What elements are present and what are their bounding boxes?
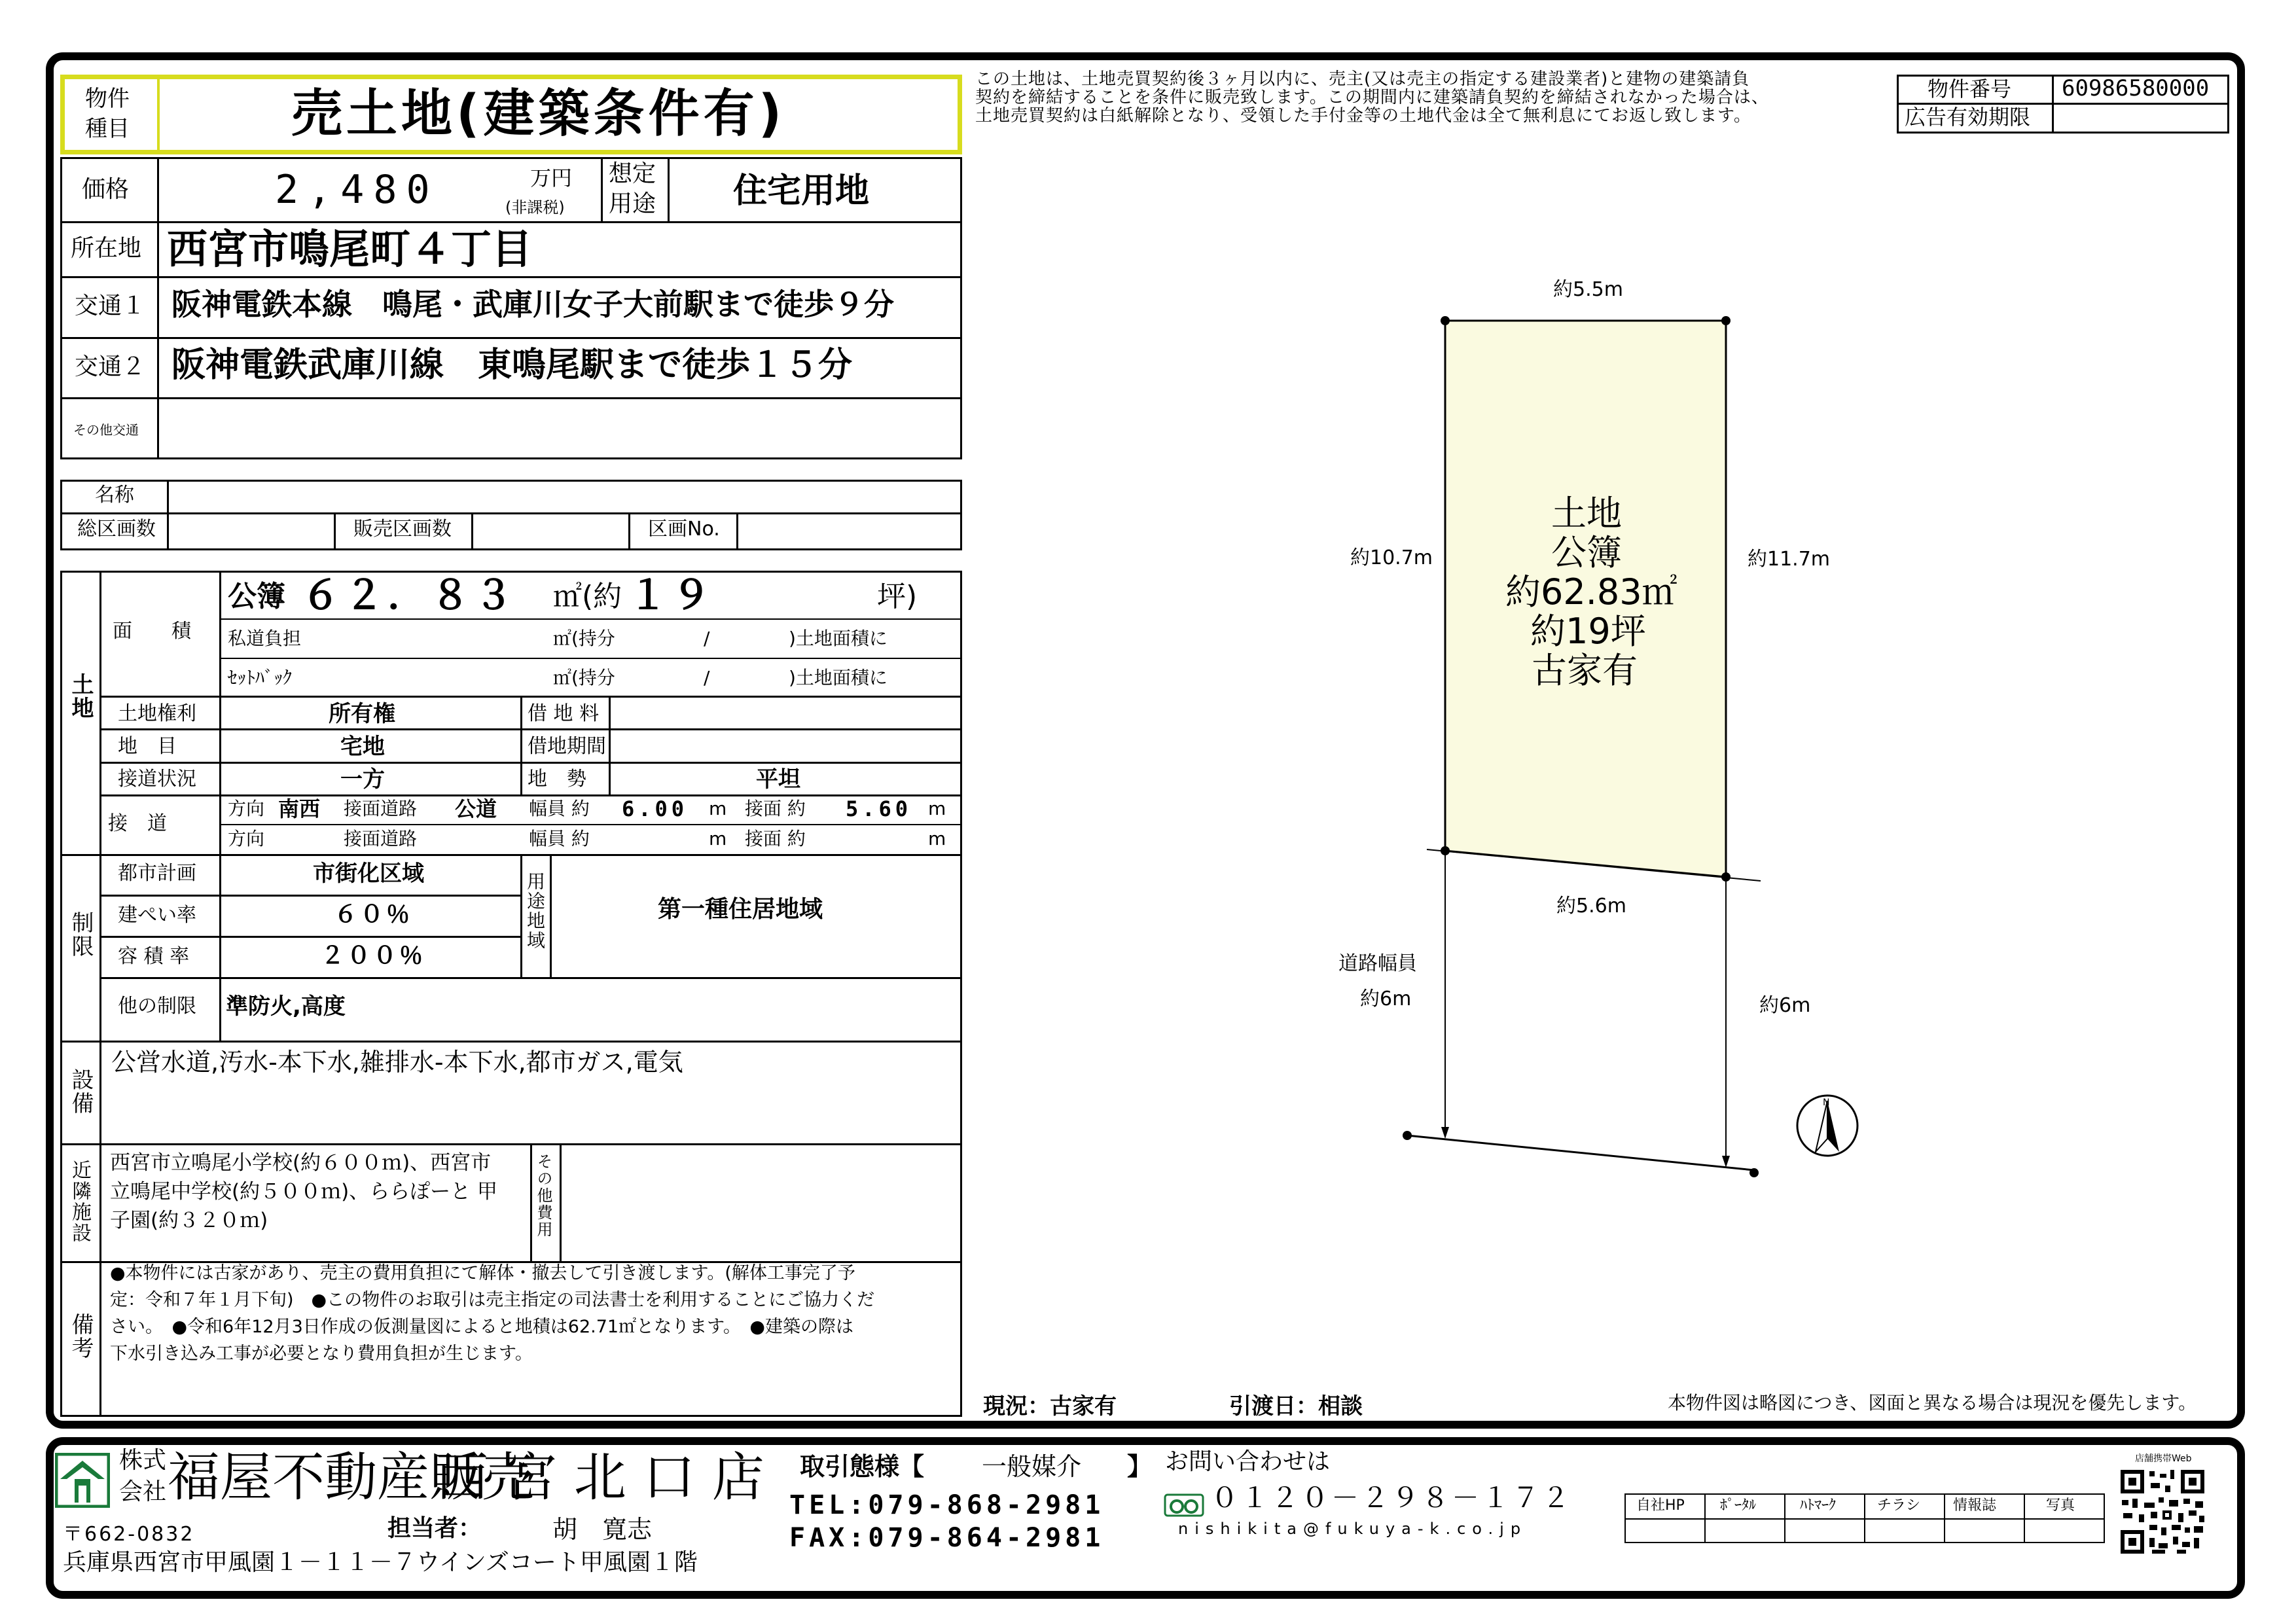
road-1-m1: m <box>709 798 727 819</box>
transport-2-value: 阪神電鉄武庫川線 東鳴尾駅まで徒歩１５分 <box>171 346 853 385</box>
location-value: 西宮市鳴尾町４丁目 <box>167 225 533 273</box>
property-id-value: 60986580000 <box>2062 75 2210 101</box>
private-road-share: ㎡(持分 <box>553 628 615 649</box>
restrictions-section-label: 制限 <box>67 911 94 958</box>
price-unit: 万円 <box>530 166 573 190</box>
private-road-slash: / <box>704 628 710 649</box>
dim-right: 約11.7m <box>1748 548 1831 571</box>
remarks-line-3: さい。 ●令和6年12月3日作成の仮測量図によると地積は62.71㎡となります。 ●建築の際は <box>110 1317 853 1337</box>
use-value: 住宅用地 <box>733 171 870 211</box>
dev-lot-label: 区画No. <box>648 518 720 541</box>
notice-line-2: 契約を締結することを条件に販売致します。この期間内に建築請負契約を締結されなかった場合は、 <box>975 88 1769 107</box>
rights-value: 所有権 <box>329 701 395 727</box>
price-label: 価格 <box>82 176 130 203</box>
road-1-front: 5.60 <box>846 796 912 821</box>
email: nishikita@fukuya-k.co.jp <box>1178 1520 1528 1538</box>
transport-other-label: その他交通 <box>73 422 139 438</box>
other-cost-label: その他費用 <box>534 1153 552 1238</box>
land-diagram <box>969 262 1885 1211</box>
transport-1-value: 阪神電鉄本線 鳴尾・武庫川女子大前駅まで徒歩９分 <box>171 287 894 322</box>
road-1-dir-label: 方向 <box>228 798 265 819</box>
deal-end: 】 <box>1127 1452 1153 1481</box>
bcr-label: 建ぺい率 <box>118 904 196 927</box>
dim-top: 約5.5m <box>1553 278 1623 301</box>
remarks-label: 備考 <box>67 1313 94 1360</box>
road-1-width: 6.00 <box>622 796 689 821</box>
facilities-label: 設備 <box>67 1068 94 1115</box>
land-section-label: 土地 <box>67 673 94 720</box>
kabu-1: 株式 <box>119 1447 167 1474</box>
private-road-label: 私道負担 <box>228 628 302 649</box>
area-value: ６２．８３ <box>301 573 517 618</box>
land-text-1: 土地 <box>1551 493 1622 534</box>
postal-code: 〒662-0832 <box>63 1523 195 1546</box>
deal-value: 一般媒介 <box>982 1452 1082 1481</box>
remarks-line-1: ●本物件には古家があり、売主の費用負担にて解体・撤去して引き渡します。(解体工事完了予 <box>110 1263 855 1283</box>
road-2-m2: m <box>928 828 946 849</box>
road-2-kind-label: 接面道路 <box>344 828 418 849</box>
area-prefix: 公簿 <box>228 580 285 613</box>
road-2-m1: m <box>709 828 727 849</box>
location-label: 所在地 <box>71 235 142 262</box>
tsubo-value: １９ <box>628 573 715 618</box>
price-tax: (非課税) <box>505 198 565 217</box>
media-4: チラシ <box>1877 1497 1921 1514</box>
road-width-label-1: 道路幅員 <box>1338 952 1417 975</box>
company-logo-icon <box>55 1453 110 1508</box>
use-label-1: 想定 <box>609 160 656 187</box>
far-value: ２００％ <box>321 942 426 969</box>
north-label: N <box>1823 1097 1830 1108</box>
facilities-value: 公営水道,汚水-本下水,雑排水-本下水,都市ガス,電気 <box>111 1048 683 1077</box>
nearby-line-2: 立鳴尾中学校(約５００ｍ)、ららぽーと 甲 <box>110 1180 498 1204</box>
bcr-value: ６０％ <box>334 901 413 928</box>
page-title: 売土地(建築条件有) <box>291 84 786 143</box>
deal-label: 取引態様【 <box>800 1452 925 1481</box>
land-text-4: 約19坪 <box>1530 611 1646 652</box>
contact-label: お問い合わせは <box>1165 1448 1331 1475</box>
terrain-label: 地 勢 <box>528 768 586 791</box>
category-label: 地 目 <box>118 735 177 758</box>
rent-label: 借 地 料 <box>528 702 600 725</box>
dev-total-label: 総区画数 <box>77 518 156 541</box>
current-status: 現況：古家有 <box>983 1393 1117 1419</box>
land-text-3: 約62.83㎡ <box>1505 571 1677 613</box>
qr-code-icon <box>2118 1467 2207 1556</box>
notice-line-3: 土地売買契約は白紙解除となり、受領した手付金等の土地代金は全て無利息にてお返し致します。 <box>975 106 1751 126</box>
staff-name: 胡 寛志 <box>552 1515 653 1544</box>
free-dial: ０１２０－２９８－１７２ <box>1211 1482 1573 1514</box>
nearby-line-3: 子園(約３２０ｍ) <box>110 1209 268 1232</box>
remarks-line-4: 下水引き込み工事が必要となり費用負担が生じます。 <box>110 1344 533 1364</box>
address: 兵庫県西宮市甲風園１－１１－７ウインズコート甲風園１階 <box>63 1549 698 1576</box>
use-label-2: 用途 <box>609 190 656 217</box>
property-id-label: 物件番号 <box>1928 77 2012 101</box>
plan-label: 都市計画 <box>118 862 196 885</box>
ad-expiry-label: 広告有効期限 <box>1905 105 2031 130</box>
notice-line-1: この土地は、土地売買契約後３ヶ月以内に、売主(又は売主の指定する建設業者)と建物の建築請負 <box>975 69 1750 89</box>
plan-value: 市街化区域 <box>313 861 424 887</box>
road-2-front-label: 接面 約 <box>745 828 806 849</box>
transport-1-label: 交通１ <box>75 293 146 319</box>
media-5: 情報誌 <box>1953 1497 1997 1514</box>
handover: 引渡日：相談 <box>1229 1393 1363 1419</box>
branch-name: 西 宮 北 口 店 <box>436 1447 764 1508</box>
rights-label: 土地権利 <box>118 702 196 725</box>
price-value: 2,480 <box>275 167 439 213</box>
tsubo-unit: 坪) <box>877 580 918 613</box>
media-1: 自社HP <box>1636 1497 1685 1514</box>
media-2: ﾎﾟｰﾀﾙ <box>1720 1497 1757 1514</box>
company-name: 福屋不動産販売 <box>168 1447 534 1508</box>
dim-bottom: 約5.6m <box>1556 895 1626 918</box>
kabu-2: 会社 <box>119 1478 167 1505</box>
qr-label: 店舗携帯Web <box>2135 1454 2192 1464</box>
category-value: 宅地 <box>340 734 385 760</box>
road-1-width-label: 幅員 約 <box>529 798 590 819</box>
other-restriction-label: 他の制限 <box>118 995 196 1018</box>
dim-left: 約10.7m <box>1350 546 1433 569</box>
lease-label: 借地期間 <box>528 735 606 758</box>
tel: TEL:079-868-2981 <box>789 1490 1105 1520</box>
zone-value: 第一種住居地域 <box>658 896 823 923</box>
setback-share: ㎡(持分 <box>553 667 615 688</box>
road-width-label-2: 約6m <box>1360 988 1412 1010</box>
area-unit: ㎡(約 <box>553 580 622 613</box>
type-label-1: 物件 <box>85 86 130 112</box>
access-value: 一方 <box>340 766 385 793</box>
dev-sale-label: 販売区画数 <box>353 518 452 541</box>
terrain-value: 平坦 <box>756 766 800 793</box>
road-label: 接 道 <box>108 812 167 835</box>
road-1-dir: 南西 <box>278 796 321 821</box>
free-dial-icon <box>1164 1493 1204 1517</box>
road-1-m2: m <box>928 798 946 819</box>
land-text-2: 公簿 <box>1551 532 1622 573</box>
road-1-kind-label: 接面道路 <box>344 798 418 819</box>
staff-label: 担当者： <box>387 1515 482 1542</box>
road-1-kind: 公道 <box>455 796 497 821</box>
setback-ratio: )土地面積に <box>789 667 888 688</box>
nearby-label: 近隣施設 <box>68 1160 91 1243</box>
dev-name-label: 名称 <box>95 484 134 507</box>
development-box <box>60 480 962 550</box>
road-2-dir-label: 方向 <box>228 828 265 849</box>
other-restriction-value: 準防火,高度 <box>226 993 346 1020</box>
private-road-ratio: )土地面積に <box>789 628 888 649</box>
disclaimer: 本物件図は略図につき、図面と異なる場合は現況を優先します。 <box>1668 1392 2197 1414</box>
remarks-line-2: 定：令和７年１月下旬) ●この物件のお取引は売主指定の司法書士を利用することにご協力くだ <box>110 1290 875 1310</box>
road-1-front-label: 接面 約 <box>745 798 806 819</box>
setback-label: ｾｯﾄﾊﾞｯｸ <box>228 667 293 688</box>
zone-label: 用途地域 <box>524 872 546 950</box>
area-label: 面 積 <box>113 620 191 643</box>
media-6: 写真 <box>2046 1497 2075 1514</box>
road-2-width-label: 幅員 約 <box>529 828 590 849</box>
fax: FAX:079-864-2981 <box>789 1523 1105 1553</box>
far-label: 容 積 率 <box>118 945 190 968</box>
nearby-line-1: 西宮市立鳴尾小学校(約６００ｍ)、西宮市 <box>110 1151 492 1175</box>
type-label-2: 種目 <box>85 116 130 142</box>
transport-2-label: 交通２ <box>75 353 146 380</box>
media-3: ﾊﾄﾏｰｸ <box>1800 1497 1837 1514</box>
road-width-right: 約6m <box>1759 994 1811 1017</box>
setback-slash: / <box>704 667 710 688</box>
access-label: 接道状況 <box>118 768 196 791</box>
land-text-5: 古家有 <box>1532 650 1638 691</box>
